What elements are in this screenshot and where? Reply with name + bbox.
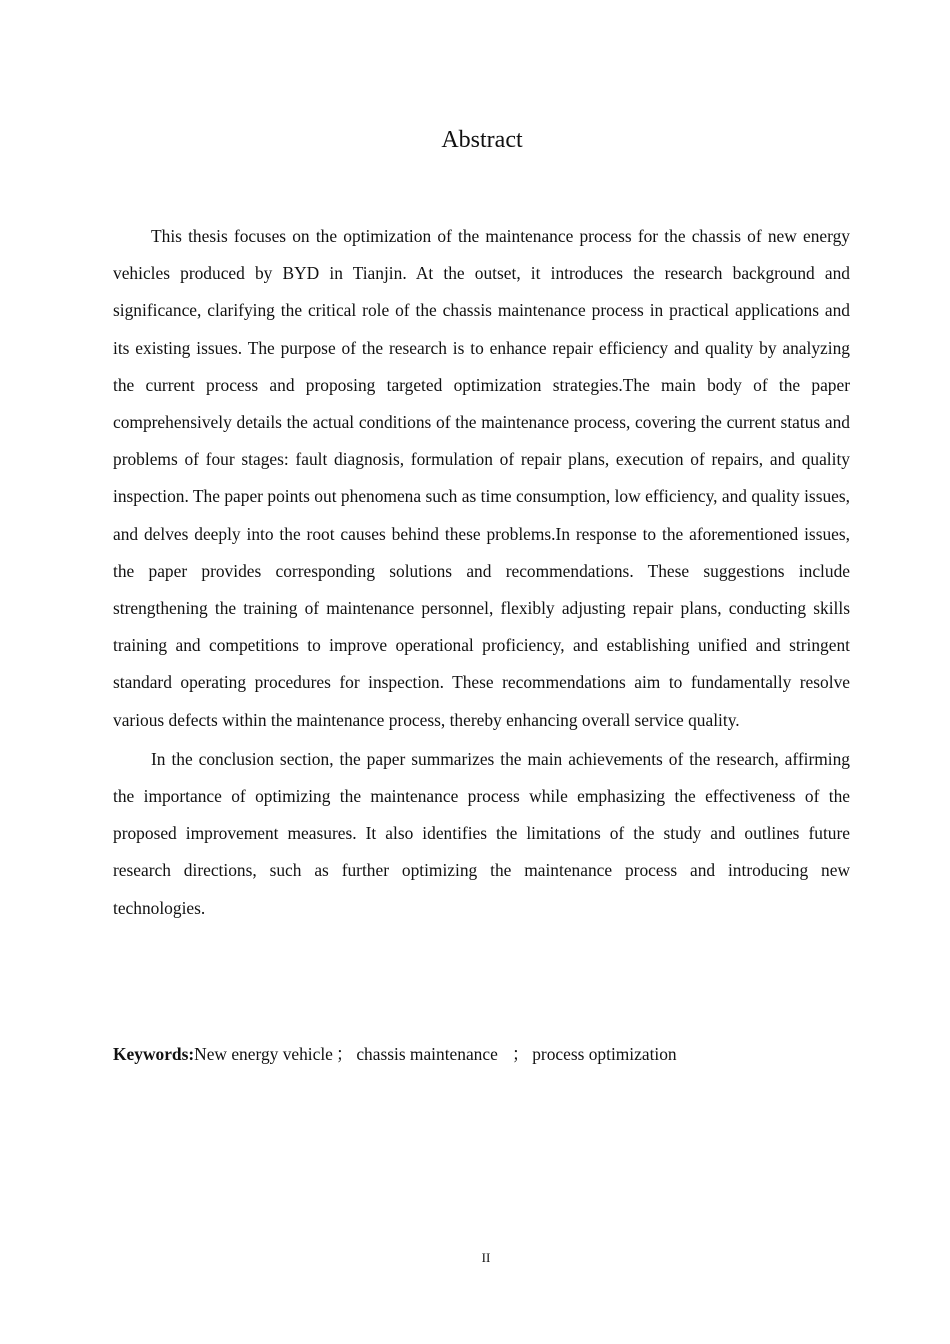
keyword-separator: ； xyxy=(335,1044,354,1064)
keyword-separator: ； xyxy=(511,1044,530,1064)
abstract-title: Abstract xyxy=(441,127,523,153)
keyword-item: process optimization xyxy=(532,1044,677,1064)
page-number: II xyxy=(481,1250,491,1265)
keyword-item: chassis maintenance xyxy=(356,1044,498,1064)
keyword-item: New energy vehicle xyxy=(194,1044,333,1064)
abstract-body xyxy=(113,218,850,927)
abstract-paragraph-1: This thesis focuses on the optimization of the maintenance process for the chassis of new energy vehicles produced by BYD in Tianjin. At the outset, it introduces the research background and significance, clarifying the critical role of the chassis maintenance process in practical applications and its existing issues. The purpose of the research is to enhance repair efficiency and quality by analyzing the current process and proposing targeted optimization strategies.The main body of the paper comprehensively details the actual conditions of the maintenance process, covering the current status and problems of four stages: fault diagnosis, formulation of repair plans, execution of repairs, and quality inspection. The paper points out phenomena such as time consumption, low efficiency, and quality issues, and delves deeply into the root causes behind these problems.In response to the aforementioned issues, the paper provides corresponding solutions and recommendations. These suggestions include strengthening the training of maintenance personnel, flexibly adjusting repair plans, conducting skills training and competitions to improve operational proficiency, and establishing unified and stringent standard operating procedures for inspection. These recommendations aim to fundamentally resolve various defects within the maintenance process, thereby enhancing overall service quality. xyxy=(113,226,850,730)
keywords-line xyxy=(113,1039,850,1069)
keywords-label: Keywords: xyxy=(113,1044,195,1064)
abstract-paragraph-2: In the conclusion section, the paper summarizes the main achievements of the research, affirming the importance of optimizing the maintenance process while emphasizing the effectiveness of the proposed improvement measures. It also identifies the limitations of the study and outlines future research directions, such as further optimizing the maintenance process and introducing new technologies. xyxy=(113,748,850,918)
